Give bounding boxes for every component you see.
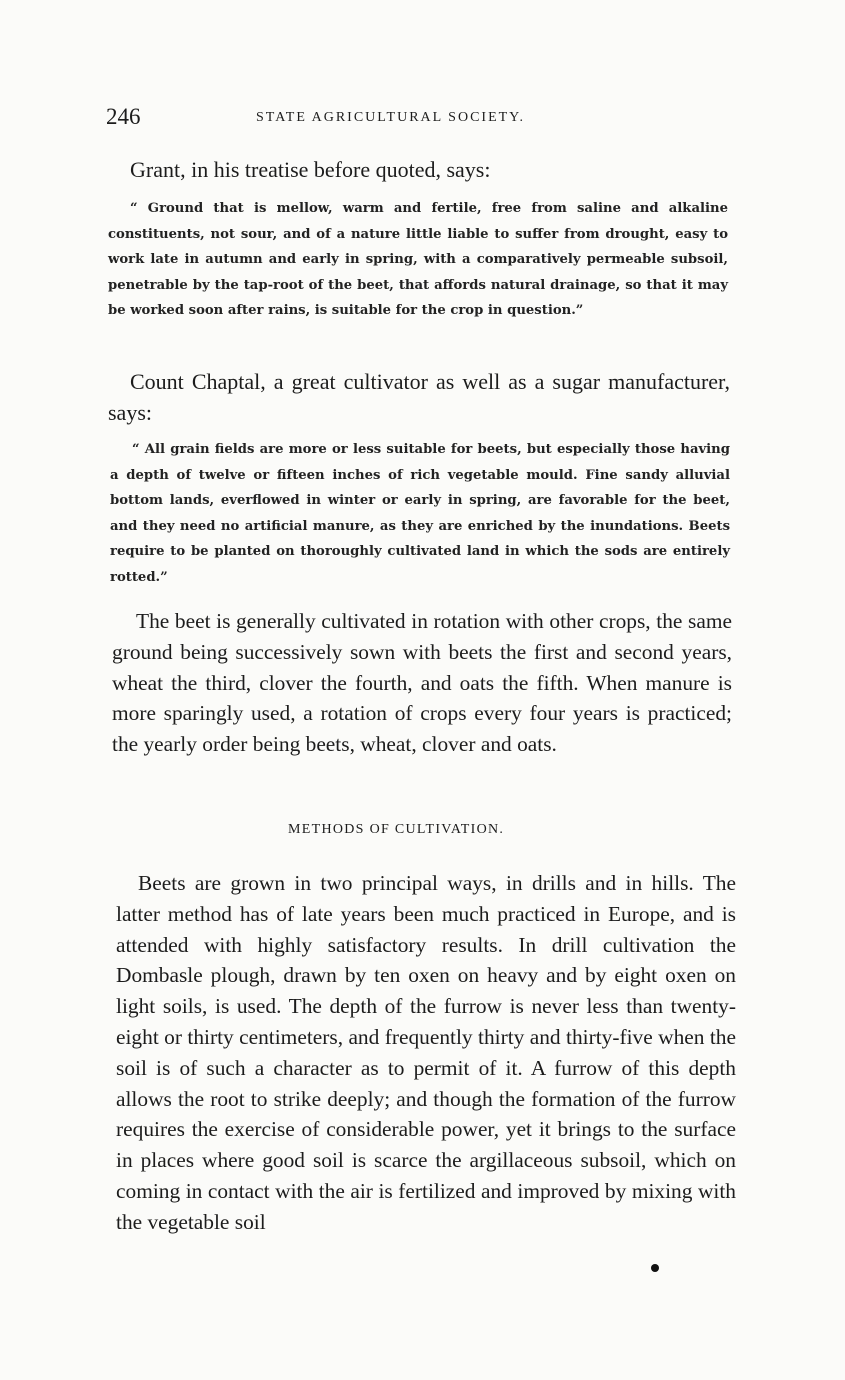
grant-quote: “ Ground that is mellow, warm and fertile, free from saline and alkaline constituents, not sour, and of a nature little liable to suffer from drought, easy to work late in autumn and early in spring, with a comparatively permeable subsoil, penetrable by the tap-root of the beet, that affords natural drainage, so that it may be worked soon after rains, is suitable for the crop in question.” [108, 201, 728, 318]
methods-paragraph: Beets are grown in two principal ways, in drills and in hills. The latter method has of late years been much practiced in Europe, and is attended with highly satisfactory results. In drill cultivation the Dombasle plough, drawn by ten oxen on heavy and by eight oxen on light soils, is used. The depth of the furrow is never less than twenty-eight or thirty centimeters, and frequently thirty and thirty-five when the soil is of such a character as to permit of it. A furrow of this depth allows the root to strike deeply; and though the formation of the furrow requires the exercise of considerable power, yet it brings to the surface in places where good soil is scarce the argillaceous subsoil, which on coming in contact with the air is fertilized and improved by mixing with the vegetable soil [116, 871, 736, 1234]
running-title: STATE AGRICULTURAL SOCIETY. [256, 110, 525, 125]
page-header [106, 104, 736, 134]
section-heading: METHODS OF CULTIVATION. [288, 822, 505, 837]
ink-speck [651, 1264, 659, 1272]
grant-intro: Grant, in his treatise before quoted, says: [130, 157, 491, 182]
chaptal-intro: Count Chaptal, a great cultivator as well as a sugar manufacturer, says: [108, 369, 730, 425]
rotation-paragraph: The beet is generally cultivated in rotation with other crops, the same ground being successively sown with beets the first and second years, wheat the third, clover the fourth, and oats the fifth. When manure is more sparingly used, a rotation of crops every four years is practiced; the yearly order being beets, wheat, clover and oats. [112, 609, 732, 757]
page-number: 246 [106, 104, 141, 129]
chaptal-quote: “ All grain fields are more or less suitable for beets, but especially those having a depth of twelve or fifteen inches of rich vegetable mould. Fine sandy alluvial bottom lands, everflowed in winter or early in spring, are favorable for the beet, and they need no artificial manure, as they are enriched by the inundations. Beets require to be planted on thoroughly cultivated land in which the sods are entirely rotted.” [110, 442, 730, 585]
